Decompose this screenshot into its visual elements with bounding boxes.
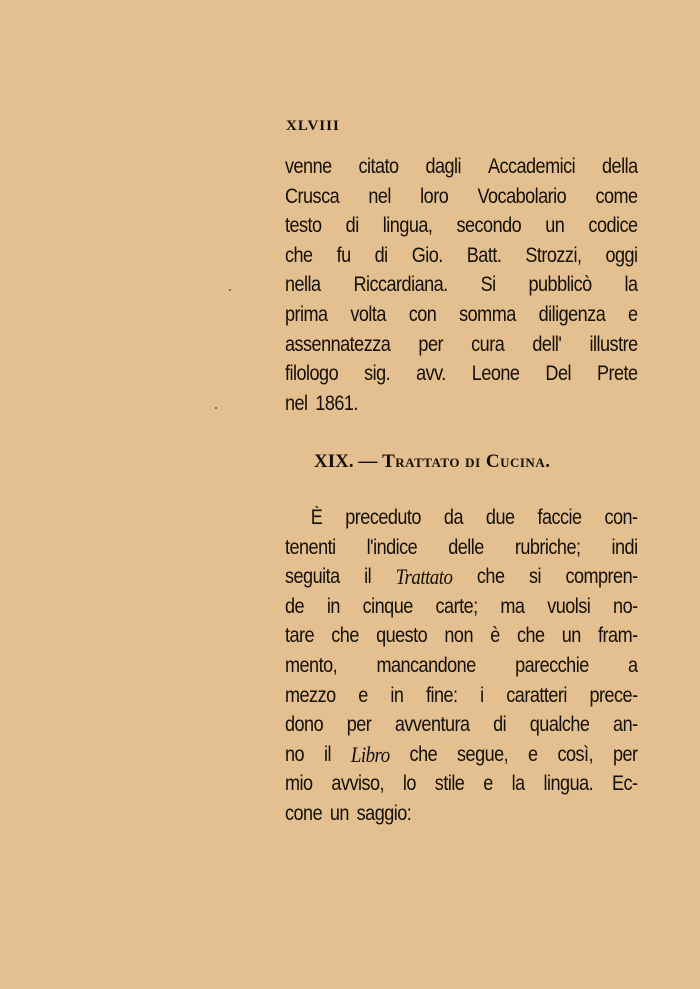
text-line (285, 270, 638, 300)
word: avv. (416, 362, 446, 386)
text-line (285, 562, 638, 592)
word: che (516, 624, 545, 648)
word: diligenza (538, 302, 606, 326)
word: per (418, 332, 443, 356)
word: l'indice (366, 535, 418, 559)
word: per (346, 713, 372, 737)
text-line (285, 330, 638, 360)
word: prima (285, 302, 328, 326)
word: e (483, 772, 493, 796)
word: Libro (350, 741, 390, 767)
word: tenenti (285, 535, 336, 559)
word: Leone (471, 362, 520, 386)
word: indi (611, 535, 638, 559)
word: cone (285, 801, 323, 825)
word: fine: (425, 683, 458, 707)
text-line (285, 651, 638, 681)
word: codice (588, 214, 638, 238)
word: mancandone (376, 653, 476, 677)
word: nel (285, 391, 308, 415)
word: Del (545, 362, 571, 386)
word: con- (604, 506, 638, 529)
word: da (443, 506, 463, 529)
word: stile (434, 772, 465, 796)
word: in (390, 683, 404, 707)
text-line (285, 211, 638, 241)
word: volta (350, 302, 386, 326)
word: che (331, 624, 359, 648)
paragraph-1 (285, 152, 638, 418)
word: come (595, 184, 638, 208)
text-line (285, 241, 638, 271)
word: cura (471, 332, 505, 356)
word: Si (480, 273, 496, 297)
word: avventura (394, 713, 470, 737)
word: mento, (285, 653, 338, 677)
word: preceduto (345, 506, 421, 529)
word: rubriche; (514, 535, 581, 559)
text-line (285, 621, 638, 651)
page-number: XLVIII (286, 118, 340, 134)
text-line (285, 359, 638, 389)
word: e (628, 302, 638, 326)
word: no- (613, 594, 638, 618)
text-line (285, 592, 638, 622)
word: fram- (598, 624, 638, 648)
word: segue, (457, 742, 509, 766)
word: mezzo (285, 683, 336, 707)
word: pubblicò (528, 273, 592, 297)
section-number: XIX. — (314, 451, 378, 472)
word: ma (500, 594, 525, 618)
word: testo (285, 214, 322, 238)
text-line (285, 300, 638, 330)
word: della (602, 155, 638, 178)
word: la (511, 772, 525, 796)
word: Crusca (285, 184, 340, 208)
word: avviso, (331, 772, 385, 796)
word: vuolsi (547, 594, 591, 618)
word: carte; (435, 594, 478, 618)
word: Gio. (411, 243, 443, 267)
speck-mark (229, 289, 231, 291)
word: e (528, 742, 538, 766)
word: oggi (605, 243, 638, 267)
word: 1861. (315, 391, 358, 415)
word: caratteri (506, 683, 567, 707)
text-line (285, 710, 638, 740)
paragraph-2 (285, 503, 638, 829)
word: cinque (362, 594, 413, 618)
word: che (409, 742, 438, 766)
section-heading (314, 451, 550, 473)
word: di (493, 713, 507, 737)
word: lo (402, 772, 416, 796)
word: di (374, 243, 388, 267)
text-line (285, 503, 638, 533)
word: con (408, 302, 437, 326)
word: saggio: (356, 801, 412, 825)
word: mio (285, 772, 313, 796)
word: un (545, 214, 565, 238)
word: di (345, 214, 359, 238)
word: dell' (532, 332, 562, 356)
word: il (323, 742, 331, 766)
word: questo (376, 624, 428, 648)
word: Ec- (612, 772, 638, 796)
word: Prete (596, 362, 638, 386)
word: i (480, 683, 484, 707)
word: prece- (589, 683, 638, 707)
word: Batt. (466, 243, 502, 267)
text-line (285, 152, 638, 182)
word: de (285, 594, 305, 618)
word: loro (420, 184, 449, 208)
word: due (485, 506, 515, 529)
word: an- (613, 713, 638, 737)
word: compren- (565, 565, 638, 589)
word: per (612, 742, 638, 766)
word: È (310, 506, 323, 529)
word: citato (358, 155, 399, 178)
word: in (326, 594, 340, 618)
word: nella (285, 273, 321, 297)
text-line (285, 389, 638, 419)
word: tare (285, 624, 315, 648)
word: dono (285, 713, 324, 737)
word: un (329, 801, 349, 825)
word: a (628, 653, 638, 677)
word: nel (368, 184, 391, 208)
text-line (285, 182, 638, 212)
word: secondo (456, 214, 522, 238)
word: faccie (537, 506, 582, 529)
word: che (285, 243, 313, 267)
word: somma (459, 302, 516, 326)
word: delle (448, 535, 484, 559)
word: Accademici (487, 155, 576, 178)
word: illustre (589, 332, 638, 356)
word: filologo (285, 362, 339, 386)
text-line (285, 740, 638, 770)
text-line (285, 533, 638, 563)
word: Riccardiana. (353, 273, 448, 297)
speck-mark (215, 407, 217, 409)
word: così, (557, 742, 594, 766)
text-line (285, 769, 638, 799)
word: qualche (529, 713, 590, 737)
word: è (490, 624, 500, 648)
word: dagli (425, 155, 462, 178)
word: Trattato (395, 564, 453, 590)
word: si (528, 565, 541, 589)
word: seguita (285, 565, 340, 589)
word: parecchie (515, 653, 589, 677)
text-line (285, 681, 638, 711)
text-line (285, 799, 638, 829)
word: la (624, 273, 638, 297)
word: non (444, 624, 474, 648)
word: lingua, (382, 214, 433, 238)
word: lingua. (543, 772, 594, 796)
word: il (364, 565, 372, 589)
word: no (285, 742, 305, 766)
word: che (476, 565, 505, 589)
word: assennatezza (285, 332, 391, 356)
word: Vocabolario (477, 184, 567, 208)
section-title: Trattato di Cucina. (382, 451, 551, 472)
word: fu (336, 243, 351, 267)
word: venne (285, 155, 332, 178)
word: e (358, 683, 368, 707)
word: Strozzi, (525, 243, 582, 267)
word: sig. (364, 362, 391, 386)
word: un (561, 624, 581, 648)
